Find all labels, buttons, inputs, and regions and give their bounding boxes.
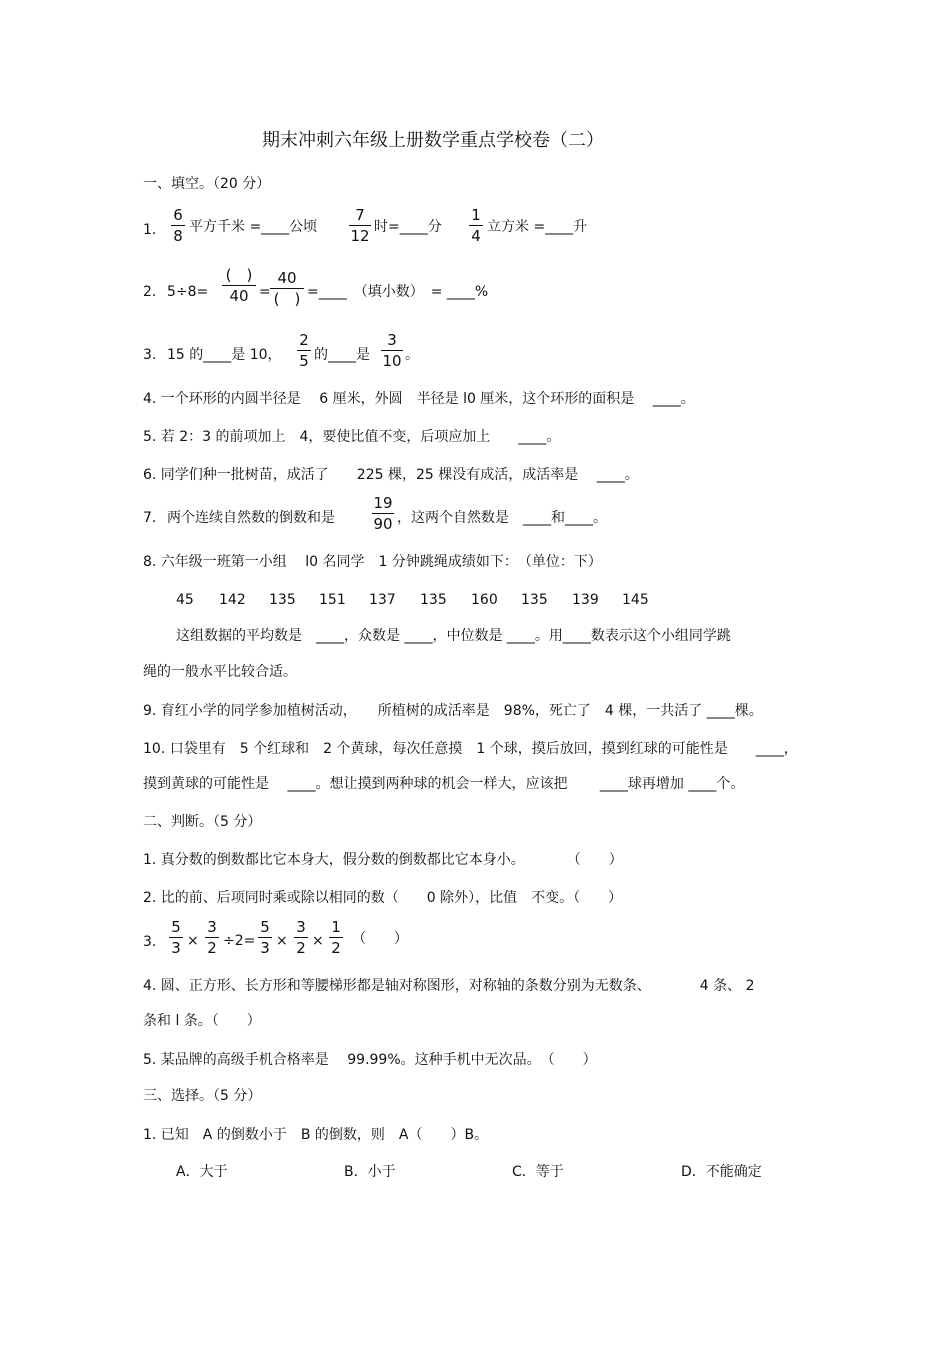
judge-question-5: 5. 某品牌的高级手机合格率是 99.99%。这种手机中无次品。 （ ）: [143, 1052, 597, 1068]
question-text: 的____是: [314, 347, 370, 363]
judge-question-4: 4. 圆、正方形、长方形和等腰梯形都是轴对称图形，对称轴的条数分别为无数条、 4 条、 2: [143, 978, 755, 994]
score: 137: [369, 592, 396, 608]
question-text: ，这两个自然数是 ____和____。: [397, 510, 607, 526]
question-text: 。: [405, 347, 419, 363]
option-b: B．小于: [344, 1164, 396, 1180]
fraction: 7 12: [350, 206, 370, 245]
score: 142: [219, 592, 246, 608]
fraction: 5 3: [258, 920, 272, 956]
section-header-fill-blank: 一、填空。（20 分）: [143, 176, 271, 192]
equals-sign: =: [259, 284, 271, 300]
fraction: 6 8: [171, 208, 185, 244]
score: 135: [521, 592, 548, 608]
question-number: 3.: [143, 934, 157, 950]
question-text: 15 的____是 10，: [167, 347, 282, 363]
option-d: D．不能确定: [681, 1164, 762, 1180]
question-6: 6. 同学们种一批树苗，成活了 225 棵，25 棵没有成活，成活率是 ____。: [143, 467, 639, 483]
times-sign: ×: [187, 933, 199, 949]
question-number: 1.: [143, 222, 157, 238]
question-9: 9. 育红小学的同学参加植树活动， 所植树的成活率是 98%，死亡了 4 棵，一共活了 ____棵。: [143, 703, 763, 719]
judge-question-4: 条和 l 条。（ ）: [143, 1013, 261, 1029]
fraction: ( ) 40: [222, 268, 256, 304]
option-a: A．大于: [176, 1164, 228, 1180]
question-10: 10. 口袋里有 5 个红球和 2 个黄球，每次任意摸 1 个球，摸后放回，摸到红球的可能性是 ____，: [143, 741, 798, 757]
fraction: 19 90: [373, 494, 393, 533]
fraction: 40 ( ): [270, 271, 304, 307]
section-header-judge: 二、判断。（5 分）: [143, 814, 262, 830]
question-text: ÷2=: [223, 933, 256, 949]
fraction: 5 3: [169, 920, 183, 956]
score: 135: [420, 592, 447, 608]
score: 145: [622, 592, 649, 608]
question-8: 8. 六年级一班第一小组 l0 名同学 1 分钟跳绳成绩如下： （单位：下）: [143, 554, 602, 570]
question-4: 4. 一个环形的内圆半径是 6 厘米，外圆 半径是 l0 厘米，这个环形的面积是 ____。: [143, 391, 695, 407]
fraction: 3 10: [382, 331, 402, 370]
question-text: 立方米 =____升: [487, 219, 588, 235]
question-text: 平方千米 =____公顷: [189, 219, 318, 235]
choice-question-1: 1. 已知 A 的倒数小于 B 的倒数，则 A（ ）B。: [143, 1127, 489, 1143]
times-sign: ×: [276, 933, 288, 949]
score: 160: [471, 592, 498, 608]
judge-question-1: 1. 真分数的倒数都比它本身大，假分数的倒数都比它本身小。 （ ）: [143, 852, 623, 868]
answer-paren: （ ）: [352, 931, 408, 947]
question-number: 3.: [143, 347, 157, 363]
score: 139: [572, 592, 599, 608]
option-c: C．等于: [512, 1164, 564, 1180]
question-text: 时=____分: [374, 219, 442, 235]
question-number: 7.: [143, 510, 157, 526]
judge-question-2: 2. 比的前、后项同时乘或除以相同的数（ 0 除外），比值 不变。（ ）: [143, 890, 623, 906]
fraction: 1 2: [329, 920, 343, 956]
score: 45: [176, 592, 194, 608]
fraction: 2 5: [297, 333, 311, 369]
fraction: 3 2: [205, 920, 219, 956]
score: 135: [269, 592, 296, 608]
page-title: 期末冲刺六年级上册数学重点学校卷（二）: [262, 130, 604, 151]
question-text: 5÷8=: [167, 284, 209, 300]
fraction: 3 2: [294, 920, 308, 956]
question-10: 摸到黄球的可能性是 ____。想让摸到两种球的机会一样大，应该把 ____球再增加 ____个。: [143, 776, 745, 792]
question-text: =____ （填小数） = ____%: [307, 284, 489, 300]
section-header-choice: 三、选择。（5 分）: [143, 1088, 262, 1104]
times-sign: ×: [312, 933, 324, 949]
fraction: 1 4: [469, 208, 483, 244]
question-8-text: 这组数据的平均数是 ____，众数是 ____，中位数是 ____。用____数表示这个小组同学跳: [176, 628, 731, 644]
question-text: 两个连续自然数的倒数和是: [167, 510, 335, 526]
question-8-text: 绳的一般水平比较合适。: [143, 664, 297, 680]
question-5: 5. 若 2：3 的前项加上 4，要使比值不变，后项应加上 ____。: [143, 429, 561, 445]
question-number: 2.: [143, 284, 157, 300]
score: 151: [319, 592, 346, 608]
